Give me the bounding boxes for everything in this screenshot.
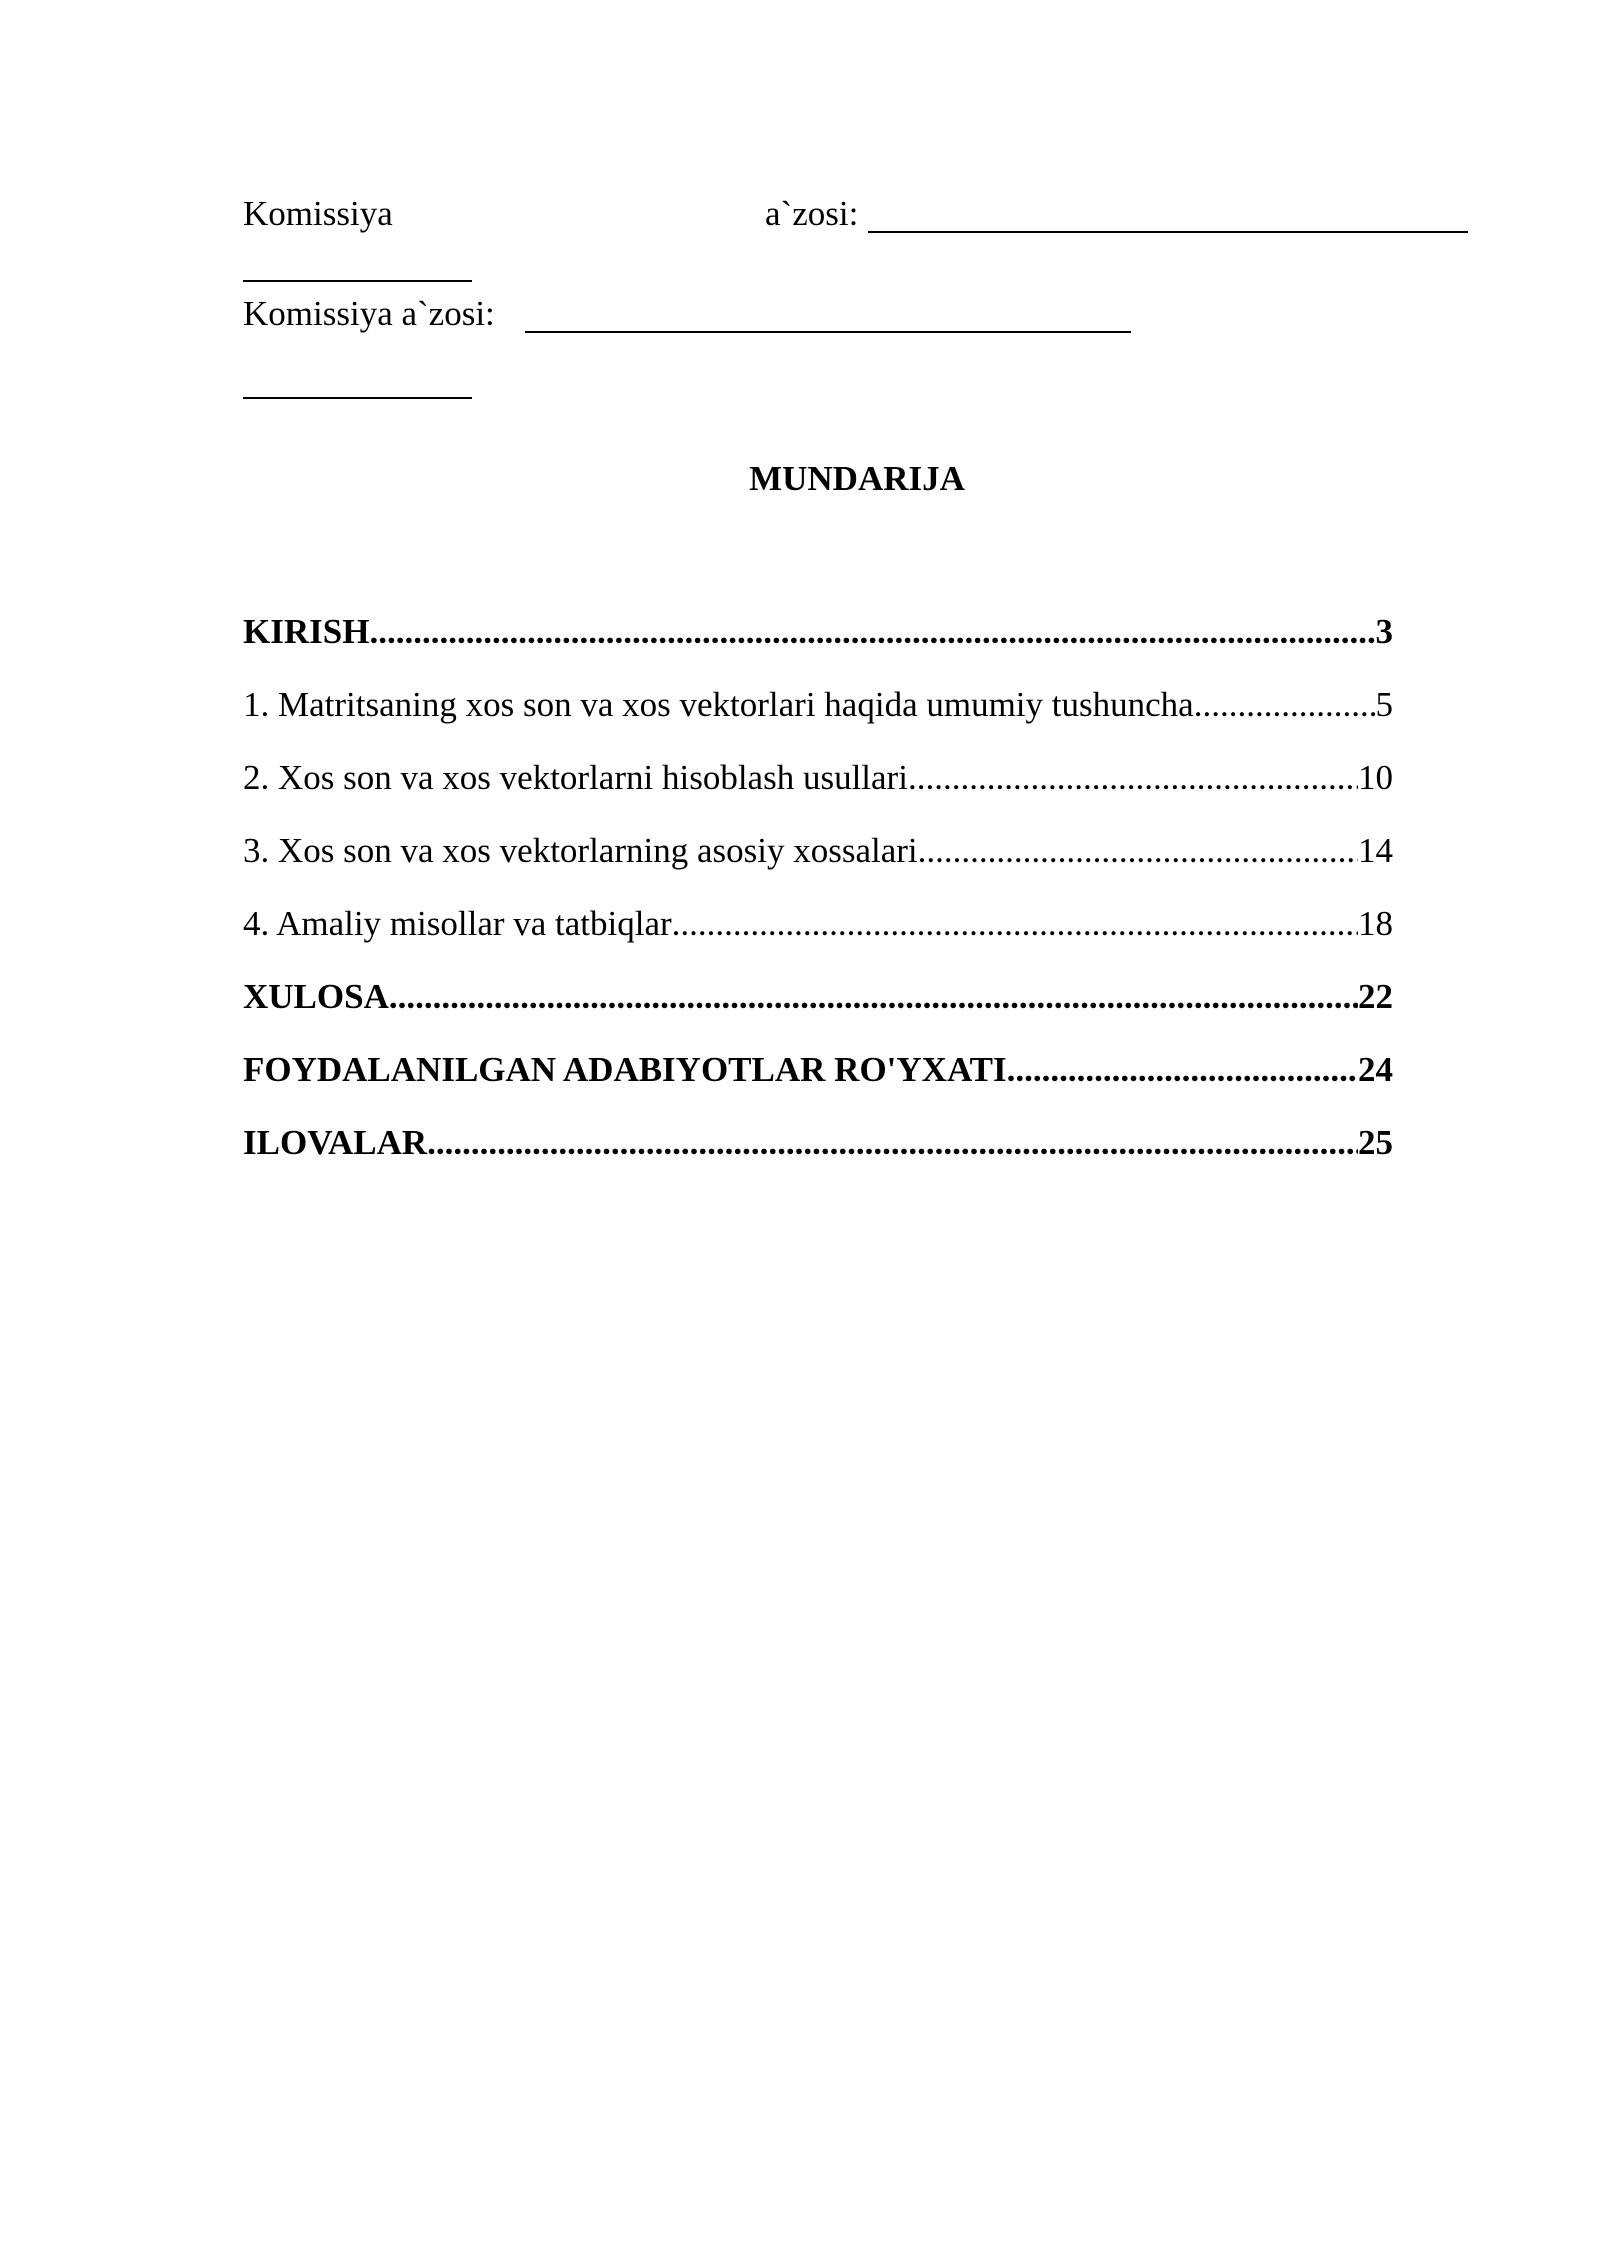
toc-page-number: 10 (1358, 758, 1393, 797)
commission-label: Komissiya (243, 194, 393, 233)
table-of-contents (243, 608, 1393, 1192)
toc-page-number: 22 (1358, 977, 1393, 1016)
toc-entry-title: 3. Xos son va xos vektorlarning asosiy xossalari (243, 831, 918, 870)
toc-page-number: 3 (1375, 612, 1393, 651)
toc-title: MUNDARIJA (749, 459, 965, 498)
toc-leader-dots (672, 900, 1358, 948)
toc-leader-dots (1194, 681, 1376, 729)
toc-entry[interactable] (243, 827, 1393, 900)
signature-line (868, 231, 1468, 233)
signature-block (243, 190, 1473, 333)
toc-leader-dots (1007, 1046, 1358, 1094)
toc-entry-title: FOYDALANILGAN ADABIYOTLAR RO'YXATI (243, 1050, 1007, 1089)
toc-entry-title: 1. Matritsaning xos son va xos vektorlari haqida umumiy tushuncha (243, 685, 1194, 724)
toc-page-number: 18 (1358, 904, 1393, 943)
commission-member-label: Komissiya a`zosi: (243, 294, 495, 333)
toc-entry-title: KIRISH (243, 612, 370, 651)
toc-page-number: 5 (1375, 685, 1393, 724)
toc-leader-dots (389, 973, 1358, 1021)
toc-entry-title: XULOSA (243, 977, 389, 1016)
member-label: a`zosi: (765, 194, 859, 233)
toc-leader-dots (427, 1119, 1358, 1167)
toc-page-number: 14 (1358, 831, 1393, 870)
toc-entry[interactable] (243, 973, 1393, 1046)
toc-entry[interactable] (243, 900, 1393, 973)
signature-short-line (243, 280, 472, 282)
toc-entry[interactable] (243, 1119, 1393, 1192)
toc-leader-dots (908, 754, 1358, 802)
toc-entry[interactable] (243, 608, 1393, 681)
signature-row-1 (243, 190, 1473, 238)
signature-line (525, 331, 1131, 333)
toc-entry[interactable] (243, 681, 1393, 754)
toc-page-number: 25 (1358, 1123, 1393, 1162)
toc-leader-dots (369, 608, 1375, 656)
toc-entry-title: 2. Xos son va xos vektorlarni hisoblash usullari (243, 758, 908, 797)
toc-entry[interactable] (243, 1046, 1393, 1119)
signature-short-line (243, 397, 472, 399)
toc-leader-dots (918, 827, 1358, 875)
toc-entry[interactable] (243, 754, 1393, 827)
signature-row-2 (243, 290, 1473, 338)
toc-entry-title: 4. Amaliy misollar va tatbiqlar (243, 904, 672, 943)
toc-page-number: 24 (1358, 1050, 1393, 1089)
toc-entry-title: ILOVALAR (243, 1123, 428, 1162)
